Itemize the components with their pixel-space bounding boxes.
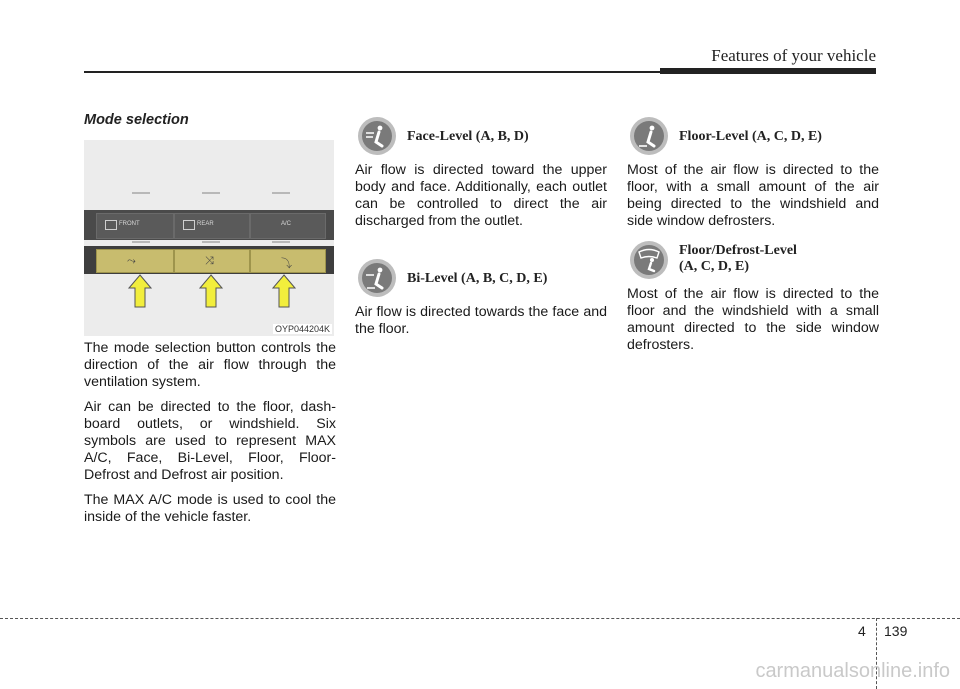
- header-rule-thick: [660, 68, 876, 74]
- paragraph: The mode selection button controls the direction of the air flow through the ventilation system.: [84, 340, 336, 390]
- front-defrost-icon: [105, 220, 117, 230]
- up-arrow-icon: [272, 274, 296, 308]
- floor-level-icon: [629, 116, 669, 156]
- floor-mode-button[interactable]: [250, 249, 326, 273]
- paragraph: The MAX A/C mode is used to cool the inside of the vehicle faster.: [84, 492, 336, 525]
- indicator-dash: [272, 241, 290, 243]
- bi-level-mode-icon: ⤨: [205, 255, 214, 267]
- indicator-dash: [202, 192, 220, 194]
- indicator-dash: [132, 192, 150, 194]
- mode-description: Most of the air flow is directed to the floor, with a small amount of the air being directed to the windshield and side window defrosters.: [627, 162, 879, 229]
- mode-title: Bi-Level (A, B, C, D, E): [407, 271, 548, 286]
- page-header-title: Features of your vehicle: [711, 46, 876, 65]
- mode-heading: [627, 116, 879, 156]
- button-label: FRONT: [119, 221, 140, 227]
- bi-level-mode-button[interactable]: [174, 249, 250, 273]
- face-mode-icon: ⤳: [127, 255, 136, 267]
- left-body: [84, 340, 336, 534]
- page-number: 139: [884, 623, 908, 639]
- button-label: REAR: [197, 221, 214, 227]
- footer-rule: [0, 618, 960, 619]
- up-arrow-icon: [199, 274, 223, 308]
- mode-title: Floor-Level (A, C, D, E): [679, 129, 822, 144]
- floor-mode-icon: ⤵: [281, 258, 292, 270]
- section-title: Mode selection: [84, 112, 189, 128]
- bi-level-icon: [357, 258, 397, 298]
- rear-defrost-button[interactable]: [174, 213, 250, 239]
- up-arrow-icon: [128, 274, 152, 308]
- button-label: A/C: [281, 221, 292, 227]
- paragraph: Air can be directed to the floor, dash-board outlets, or windshield. Six symbols are used to represent MAX A/C, Face, Bi-Level, Floor, Floor-Defrost and Defrost air position.: [84, 399, 336, 483]
- mode-heading: [627, 240, 879, 280]
- face-mode-button[interactable]: [96, 249, 174, 273]
- mode-title: [679, 243, 797, 275]
- mode-title-line: Floor/Defrost-Level: [679, 243, 797, 258]
- chapter-number: 4: [858, 623, 866, 639]
- mode-heading: [355, 258, 607, 298]
- indicator-dash: [272, 192, 290, 194]
- mode-title-line: (A, C, D, E): [679, 259, 749, 274]
- indicator-dash: [202, 241, 220, 243]
- mode-description: Air flow is directed towards the face and the floor.: [355, 304, 607, 337]
- mode-title: Face-Level (A, B, D): [407, 129, 529, 144]
- watermark: carmanualsonline.info: [755, 660, 950, 682]
- ac-button[interactable]: [250, 213, 326, 239]
- middle-column: [355, 116, 607, 346]
- header-rule-thin: [84, 71, 664, 73]
- mode-description: Most of the air flow is directed to the floor and the windshield with a small amount directed to the side window defrosters.: [627, 286, 879, 353]
- figure-caption: OYP044204K: [274, 324, 330, 334]
- face-level-icon: [357, 116, 397, 156]
- rear-defrost-icon: [183, 220, 195, 230]
- left-column: [84, 108, 336, 128]
- mode-description: Air flow is directed toward the upper body and face. Additionally, each outlet can be controlled to direct the air discharged from the outlet.: [355, 162, 607, 229]
- mode-heading: [355, 116, 607, 156]
- control-panel-figure: [84, 140, 334, 336]
- floor-defrost-icon: [629, 240, 669, 280]
- indicator-dash: [132, 241, 150, 243]
- front-defrost-button[interactable]: [96, 213, 174, 239]
- right-column: [627, 116, 879, 362]
